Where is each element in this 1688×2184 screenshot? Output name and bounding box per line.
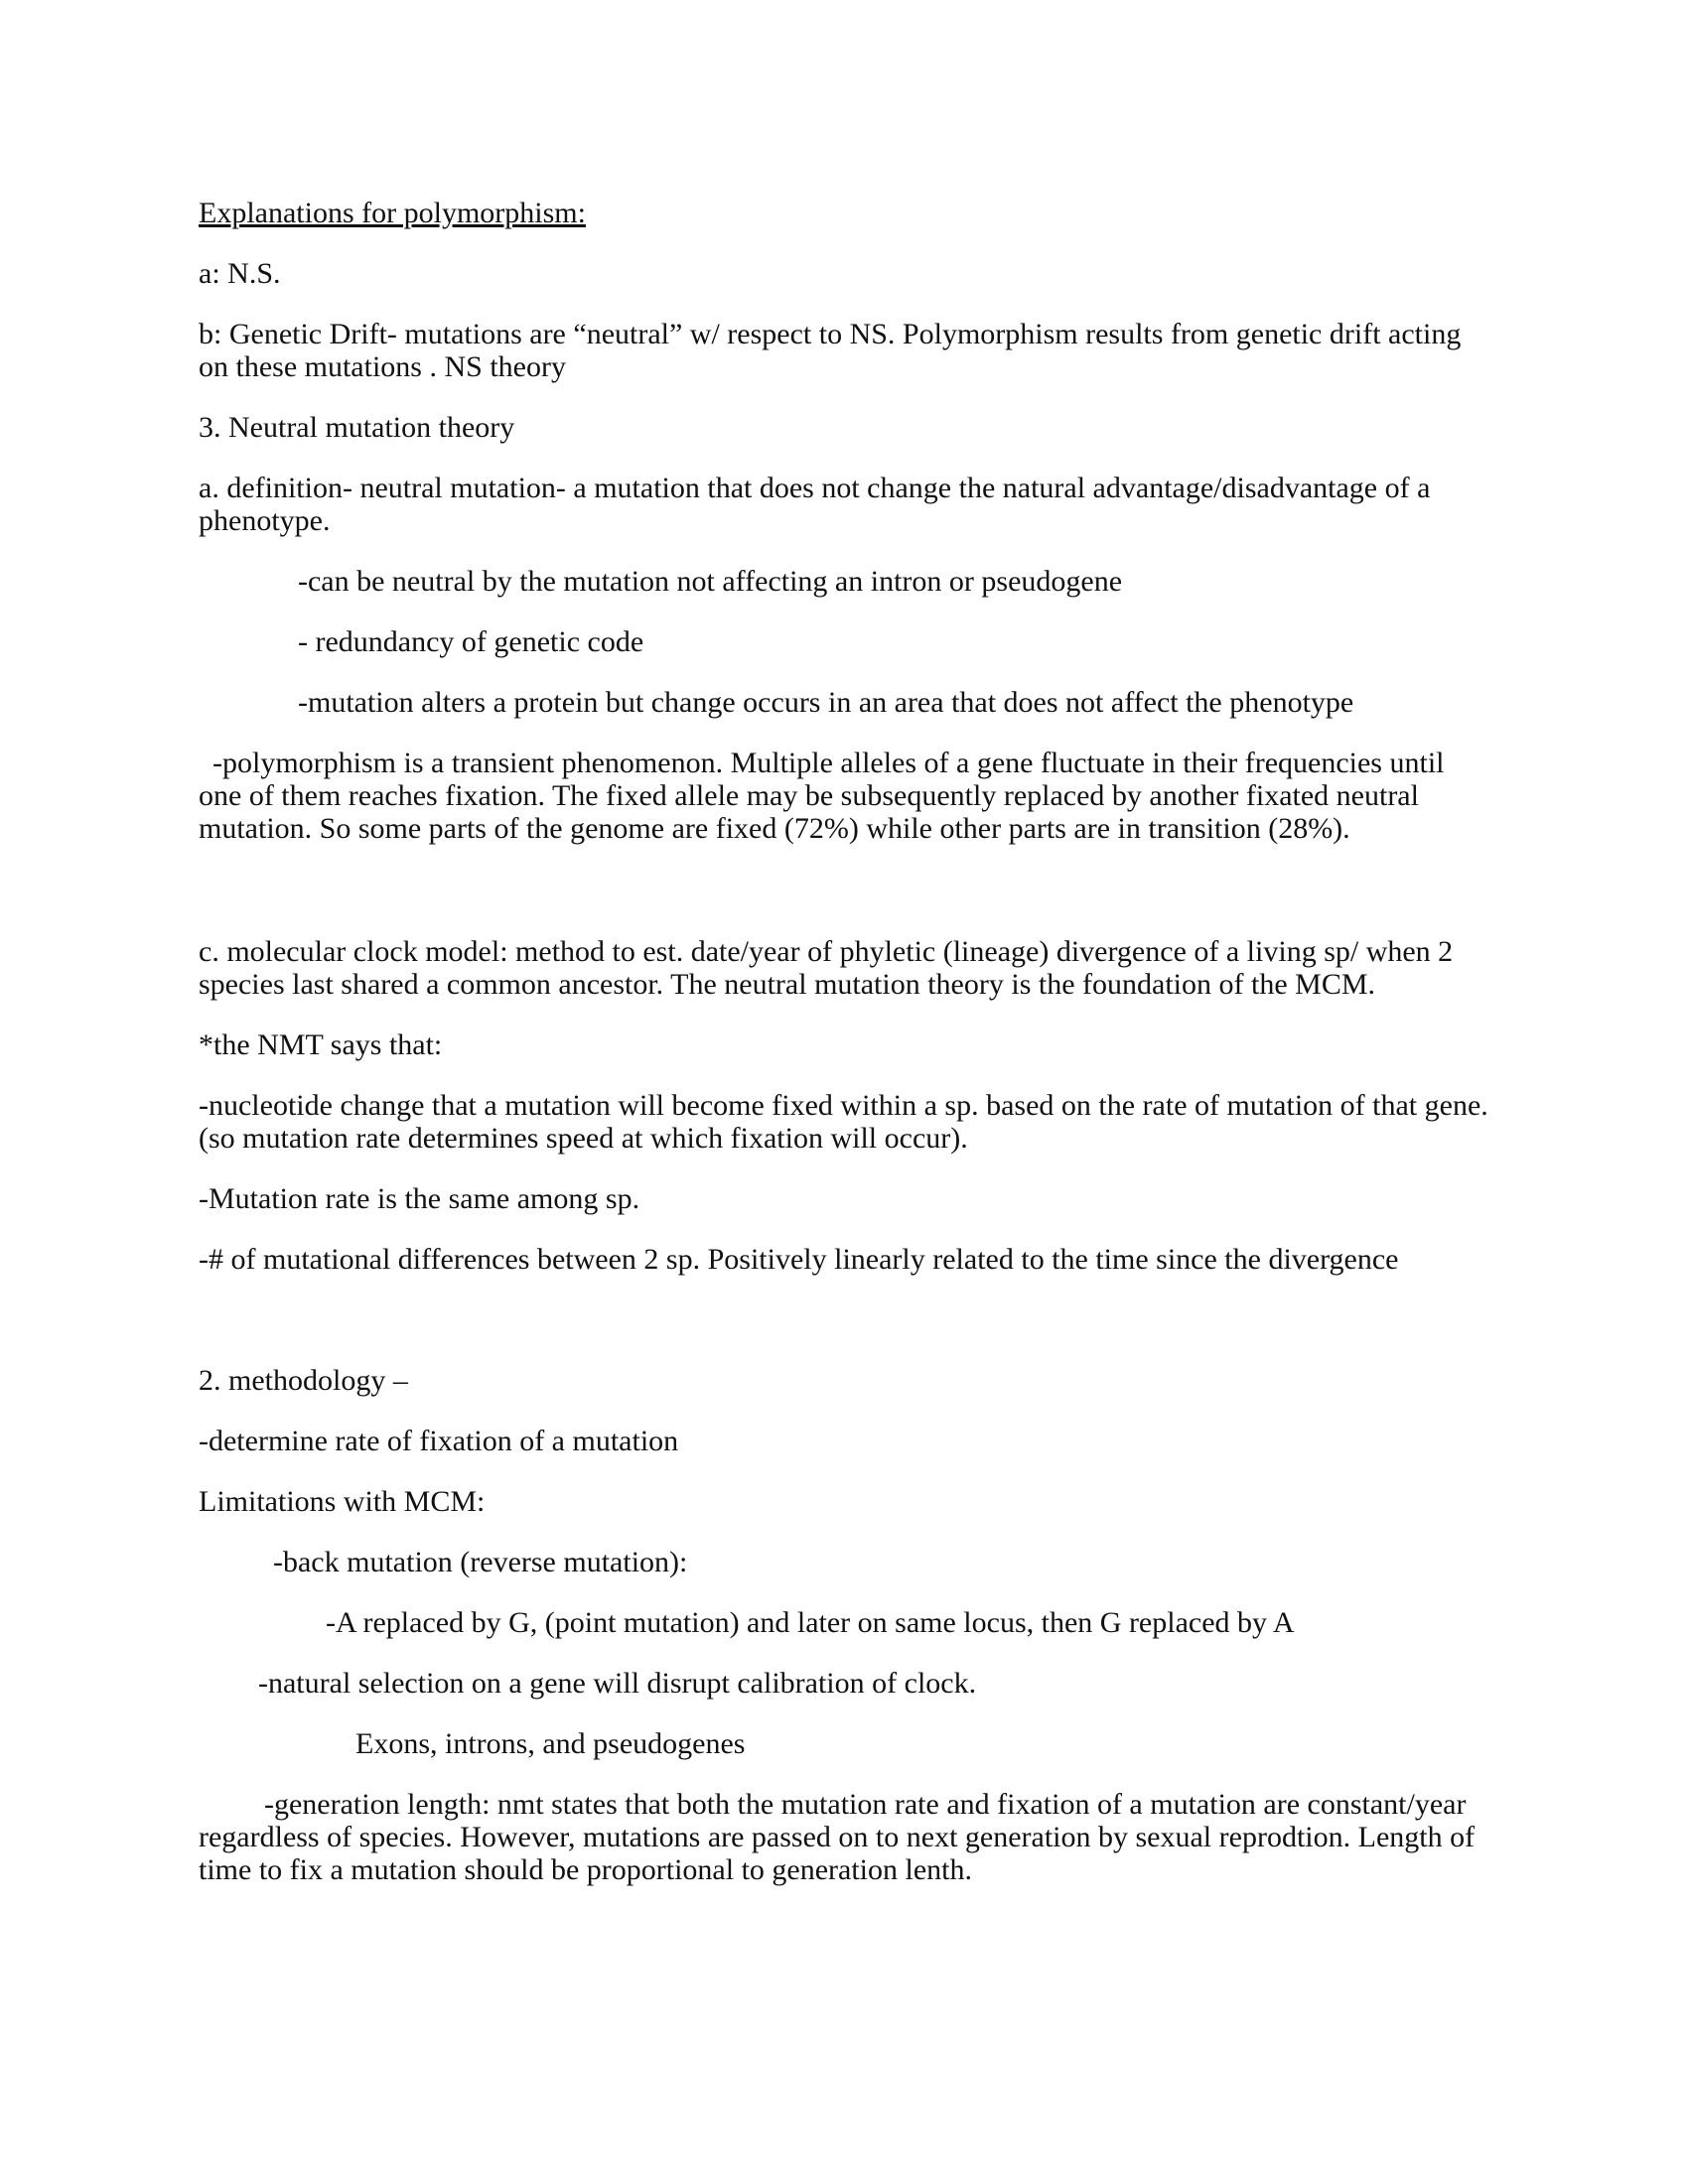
line-polymorphism-transient: -polymorphism is a transient phenomenon. Multiple alleles of a gene fluctuate in their frequencies until one of them reaches fixation. The fixed allele may be subsequently replaced by another fixated neutral mutation. So some parts of the genome are fixed (72%) while other parts are in transition (28%). — [199, 747, 1445, 845]
line-limitations: Limitations with MCM: — [199, 1485, 486, 1518]
line-neutral-mutation-theory: 3. Neutral mutation theory — [199, 411, 515, 444]
line-molecular-clock: c. molecular clock model: method to est. date/year of phyletic (lineage) divergence of a living sp/ when 2 species last shared a common ancestor. The neutral mutation theory is the foundation of the MCM. — [199, 935, 1454, 1001]
line-mutational-differences: -# of mutational differences between 2 sp. Positively linearly related to the time since the divergence — [199, 1243, 1399, 1276]
line-a-replaced-by-g: -A replaced by G, (point mutation) and later on same locus, then G replaced by A — [326, 1606, 1295, 1639]
line-determine-rate: -determine rate of fixation of a mutation — [199, 1425, 679, 1457]
line-protein-change: -mutation alters a protein but change occurs in an area that does not affect the phenotype — [298, 686, 1354, 719]
line-back-mutation: -back mutation (reverse mutation): — [273, 1546, 688, 1578]
line-nmt-says: *the NMT says that: — [199, 1028, 443, 1061]
line-definition: a. definition- neutral mutation- a mutation that does not change the natural advantage/disadvantage of a phenotype. — [199, 472, 1431, 537]
line-nucleotide-change: -nucleotide change that a mutation will become fixed within a sp. based on the rate of mutation of that gene. (so mutation rate determines speed at which fixation will occur). — [199, 1089, 1488, 1155]
line-exons-introns: Exons, introns, and pseudogenes — [355, 1727, 746, 1760]
line-natural-selection: -natural selection on a gene will disrupt calibration of clock. — [258, 1667, 977, 1700]
line-generation-length: -generation length: nmt states that both the mutation rate and fixation of a mutation are constant/year regardless of species. However, mutations are passed on to next generation by sexual reprodtion. Length of time to fix a mutation should be proportional to generation lenth. — [199, 1788, 1476, 1886]
line-a-ns: a: N.S. — [199, 257, 281, 290]
line-methodology: 2. methodology – — [199, 1364, 408, 1397]
section-heading: Explanations for polymorphism: — [199, 197, 586, 229]
line-b-genetic-drift: b: Genetic Drift- mutations are “neutral” w/ respect to NS. Polymorphism results from genetic drift acting on these mutations . NS theory — [199, 318, 1462, 383]
line-redundancy: - redundancy of genetic code — [298, 625, 644, 658]
line-mutation-rate-same: -Mutation rate is the same among sp. — [199, 1182, 640, 1215]
line-neutral-intron: -can be neutral by the mutation not affecting an intron or pseudogene — [298, 565, 1123, 598]
